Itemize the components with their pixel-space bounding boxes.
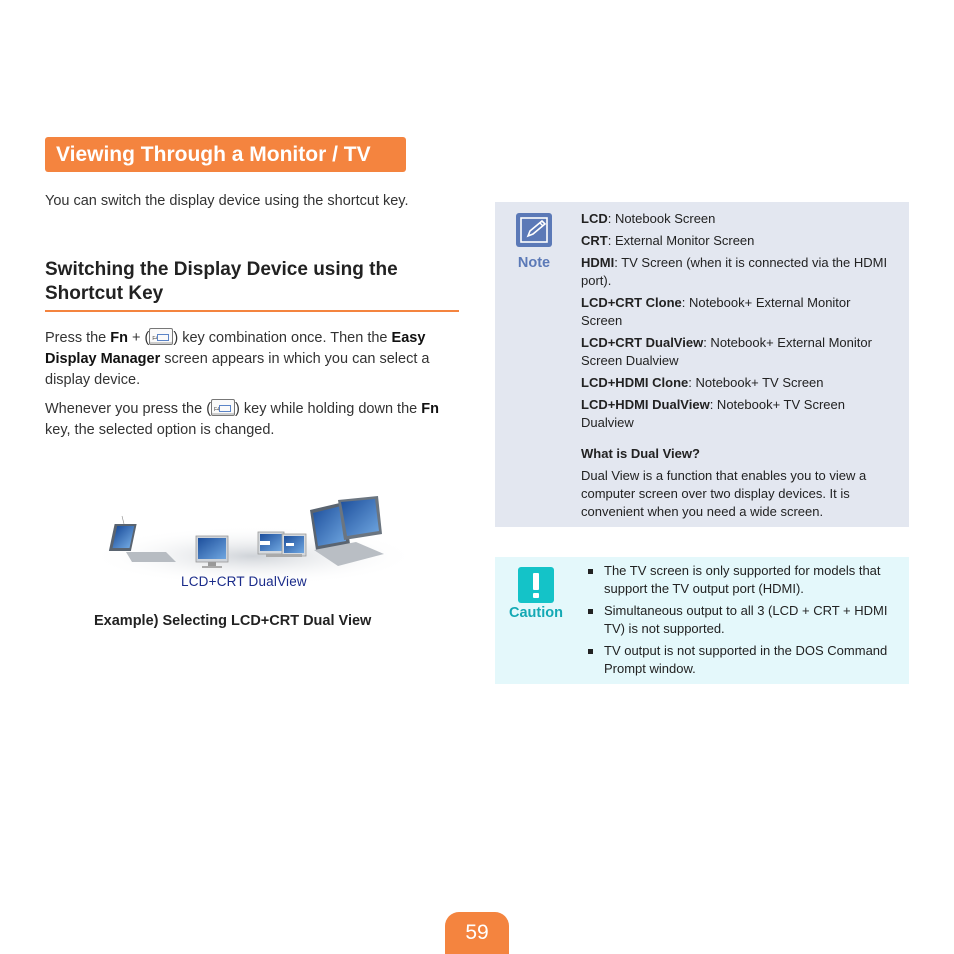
caution-item: The TV screen is only supported for models that support the TV output port (HDMI). — [587, 562, 899, 598]
note-item: CRT: External Monitor Screen — [581, 233, 755, 248]
subsection-divider — [45, 310, 459, 312]
section-title: Viewing Through a Monitor / TV — [56, 143, 371, 166]
note-label: Note — [517, 255, 551, 271]
page-number-tab — [445, 912, 509, 954]
note-item: LCD: Notebook Screen — [581, 211, 716, 226]
f4-key-icon: F4 — [149, 328, 173, 345]
caution-item: TV output is not supported in the DOS Command Prompt window. — [587, 642, 899, 678]
note-item: LCD+CRT Clone: Notebook+ External Monitor Screen — [581, 295, 851, 328]
caution-list — [587, 562, 899, 682]
caution-box — [495, 557, 909, 684]
note-item: LCD+HDMI Clone: Notebook+ TV Screen — [581, 375, 824, 390]
section-title-bar — [45, 137, 406, 172]
page-number: 59 — [465, 921, 489, 944]
dual-monitor-icon — [258, 532, 306, 557]
pencil-note-icon — [516, 213, 552, 247]
caution-label: Caution — [509, 605, 563, 621]
illustration-caption: Example) Selecting LCD+CRT Dual View — [94, 613, 372, 629]
note-box — [495, 202, 909, 527]
intro-text: You can switch the display device using the shortcut key. — [45, 193, 409, 209]
note-item: HDMI: TV Screen (when it is connected via the HDMI port). — [581, 255, 888, 288]
instruction-paragraph-2: Whenever you press the ( F4 ) key while holding down the Fn key, the selected option is changed. — [45, 401, 439, 438]
exclamation-icon — [518, 567, 554, 603]
display-devices-illustration — [88, 494, 418, 594]
note-item: LCD+HDMI DualView: Notebook+ TV Screen Dualview — [581, 397, 845, 430]
note-question: What is Dual View? — [581, 446, 700, 461]
note-item: LCD+CRT DualView: Notebook+ External Monitor Screen Dualview — [581, 335, 872, 368]
illustration-label: LCD+CRT DualView — [181, 574, 307, 589]
instruction-paragraph-1: Press the Fn + ( F4 ) key combination once. Then the Easy Display Manager screen appears in which you can select a display device. — [45, 330, 430, 388]
note-answer: Dual View is a function that enables you to view a computer screen over two display devices. It is convenient when you need a wide screen. — [581, 468, 867, 519]
caution-item: Simultaneous output to all 3 (LCD + CRT + HDMI TV) is not supported. — [587, 602, 899, 638]
subsection-title: Switching the Display Device using the Shortcut Key — [45, 259, 398, 304]
note-list — [581, 210, 893, 521]
f4-key-icon: F4 — [211, 399, 235, 416]
